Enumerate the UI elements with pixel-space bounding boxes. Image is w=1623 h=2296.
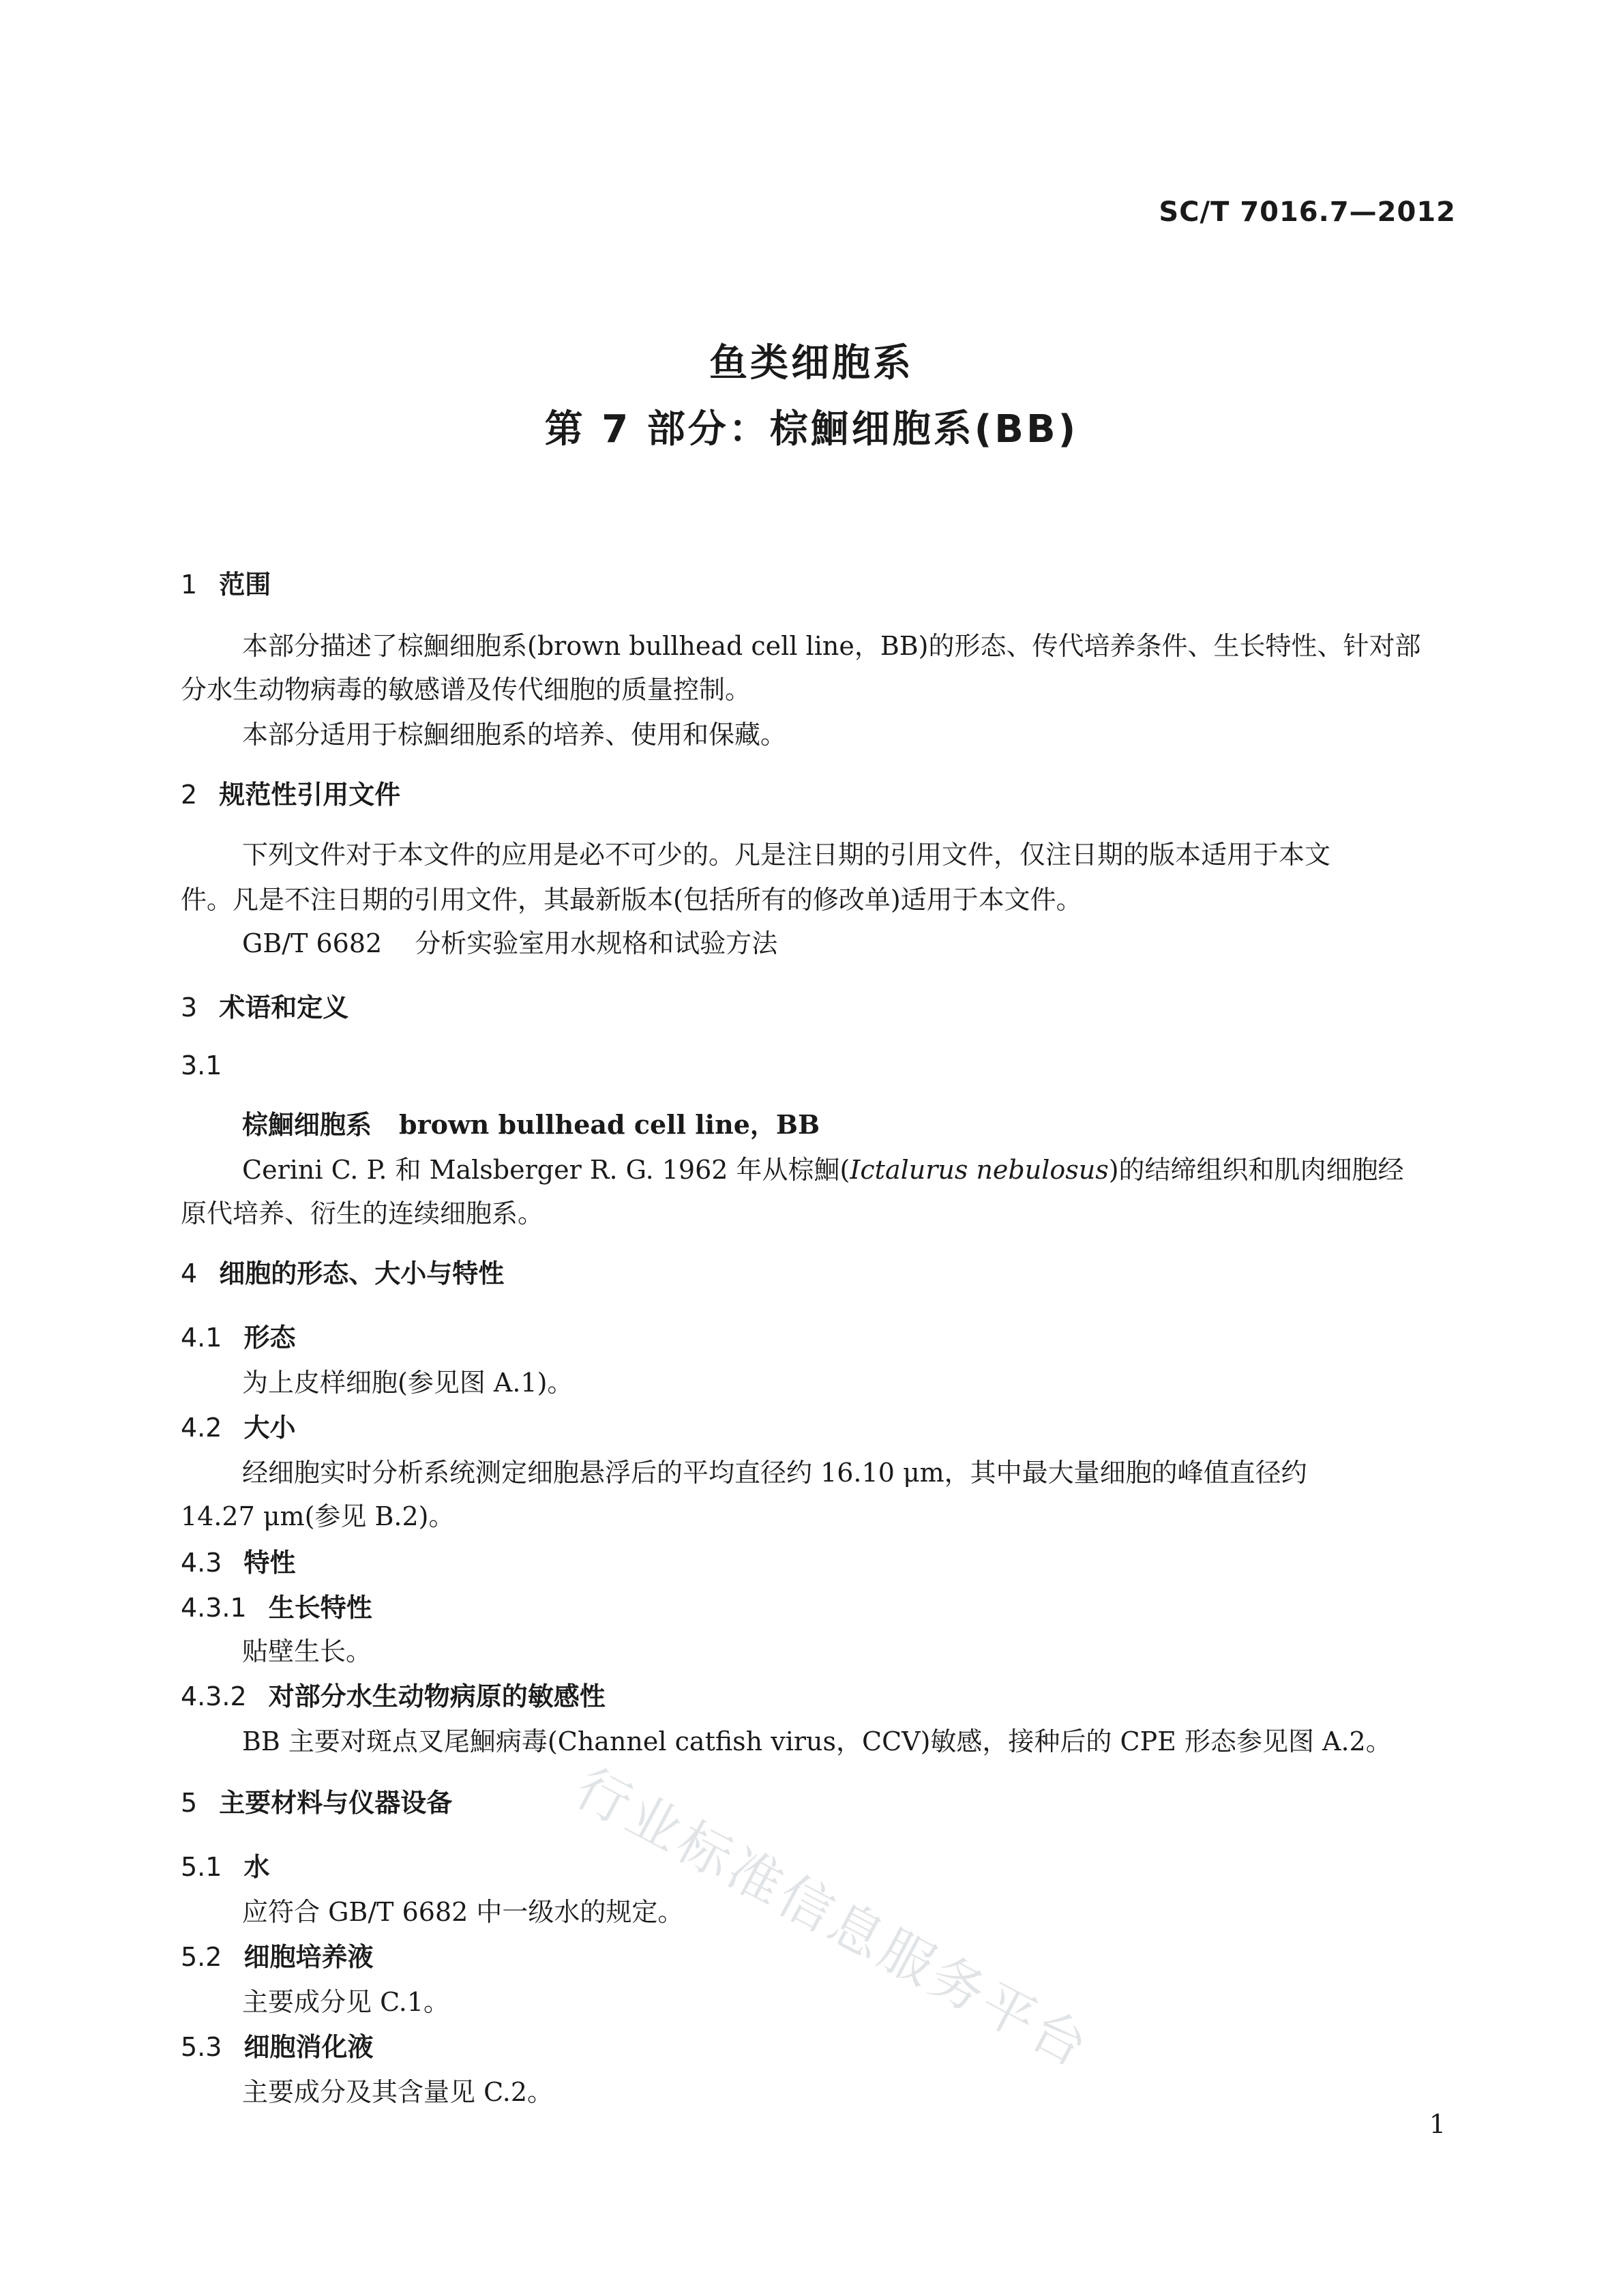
section-title: 术语和定义	[219, 992, 349, 1022]
subsection-5-3-text: 主要成分及其含量见 C.2。	[242, 2077, 554, 2107]
section-1-paragraph-1a: 本部分描述了棕鮰细胞系(brown bullhead cell line，BB)的形态、传代培养条件、生长特性、针对部	[242, 631, 1421, 661]
section-number: 5	[181, 1788, 198, 1818]
subsection-5-3-heading	[181, 2026, 373, 2063]
section-2-heading	[181, 774, 400, 811]
species-name: Ictalurus nebulosus	[850, 1155, 1109, 1185]
section-number: 3	[181, 992, 198, 1022]
term-entry	[242, 1104, 820, 1141]
subsection-4-3-2-text: BB 主要对斑点叉尾鮰病毒(Channel catfish virus，CCV)敏感，接种后的 CPE 形态参见图 A.2。	[242, 1726, 1392, 1756]
subsection-4-1-heading	[181, 1316, 295, 1354]
subsection-4-3-heading	[181, 1542, 295, 1579]
section-1-paragraph-2: 本部分适用于棕鮰细胞系的培养、使用和保藏。	[242, 720, 787, 750]
subsection-title: 大小	[243, 1413, 296, 1443]
subsection-number: 4.2	[181, 1413, 222, 1443]
subsection-5-1-text: 应符合 GB/T 6682 中一级水的规定。	[242, 1897, 684, 1927]
reference-title: 分析实验室用水规格和试验方法	[415, 928, 778, 958]
reference-code: GB/T 6682	[242, 928, 383, 958]
subsection-4-2-heading	[181, 1407, 295, 1444]
section-2-paragraph-1b: 件。凡是不注日期的引用文件，其最新版本(包括所有的修改单)适用于本文件。	[181, 885, 1082, 915]
subsection-title: 对部分水生动物病原的敏感性	[268, 1681, 606, 1711]
subsection-4-3-1-text: 贴壁生长。	[242, 1636, 372, 1666]
subsection-title: 细胞消化液	[243, 2032, 374, 2062]
subsection-title: 生长特性	[268, 1593, 372, 1623]
subsection-number: 5.2	[181, 1942, 222, 1972]
definition-text: )的结缔组织和肌肉细胞经	[1108, 1155, 1404, 1185]
watermark: 行业标准信息服务平台	[565, 1756, 1101, 2080]
definition-text: Cerini C. P. 和 Malsberger R. G. 1962 年从棕鮰(	[242, 1155, 850, 1185]
subsection-4-3-2-heading	[181, 1675, 606, 1713]
section-1-paragraph-1b: 分水生动物病毒的敏感谱及传代细胞的质量控制。	[181, 675, 751, 705]
subsection-4-2-text-a: 经细胞实时分析系统测定细胞悬浮后的平均直径约 16.10 μm，其中最大量细胞的峰值直径约	[242, 1458, 1307, 1488]
section-2-paragraph-1a: 下列文件对于本文件的应用是必不可少的。凡是注日期的引用文件，仅注日期的版本适用于本文	[242, 840, 1331, 870]
subsection-5-2-heading	[181, 1936, 373, 1973]
subsection-5-1-heading	[181, 1846, 269, 1883]
section-number: 1	[181, 570, 198, 600]
subsection-title: 形态	[243, 1323, 296, 1353]
section-4-heading	[181, 1252, 504, 1290]
title-line-1: 鱼类细胞系	[709, 341, 914, 385]
section-title: 范围	[219, 570, 271, 600]
section-title: 细胞的形态、大小与特性	[219, 1259, 505, 1289]
subsection-4-3-1-heading	[181, 1587, 372, 1624]
term-definition-b: 原代培养、衍生的连续细胞系。	[181, 1198, 544, 1228]
subsection-title: 水	[243, 1852, 270, 1882]
subsection-number: 5.3	[181, 2032, 222, 2062]
subsection-title: 细胞培养液	[243, 1942, 374, 1972]
section-title: 规范性引用文件	[219, 780, 401, 810]
normative-reference	[242, 922, 777, 960]
subsection-4-1-text: 为上皮样细胞(参见图 A.1)。	[242, 1368, 574, 1398]
section-3-heading	[181, 986, 348, 1024]
subsection-number: 4.1	[181, 1323, 222, 1353]
section-number: 2	[181, 780, 198, 810]
section-1-heading	[181, 563, 271, 601]
subsection-number: 4.3.2	[181, 1681, 247, 1711]
subsection-3-1-number: 3.1	[181, 1050, 222, 1080]
standard-code: SC/T 7016.7—2012	[1159, 196, 1456, 228]
subsection-4-2-text-b: 14.27 μm(参见 B.2)。	[181, 1501, 455, 1531]
term-english: brown bullhead cell line，BB	[399, 1109, 820, 1140]
subsection-title: 特性	[243, 1548, 296, 1578]
section-5-heading	[181, 1782, 452, 1819]
subsection-number: 5.1	[181, 1852, 222, 1882]
section-number: 4	[181, 1259, 198, 1289]
title-line-2: 第 7 部分：棕鮰细胞系(BB)	[544, 407, 1079, 452]
subsection-number: 4.3	[181, 1548, 222, 1578]
section-title: 主要材料与仪器设备	[219, 1788, 453, 1818]
term-chinese: 棕鮰细胞系	[242, 1110, 372, 1140]
subsection-5-2-text: 主要成分见 C.1。	[242, 1987, 450, 2017]
term-definition-a	[242, 1149, 1404, 1186]
subsection-number: 4.3.1	[181, 1593, 247, 1623]
page-number: 1	[1429, 2109, 1446, 2139]
